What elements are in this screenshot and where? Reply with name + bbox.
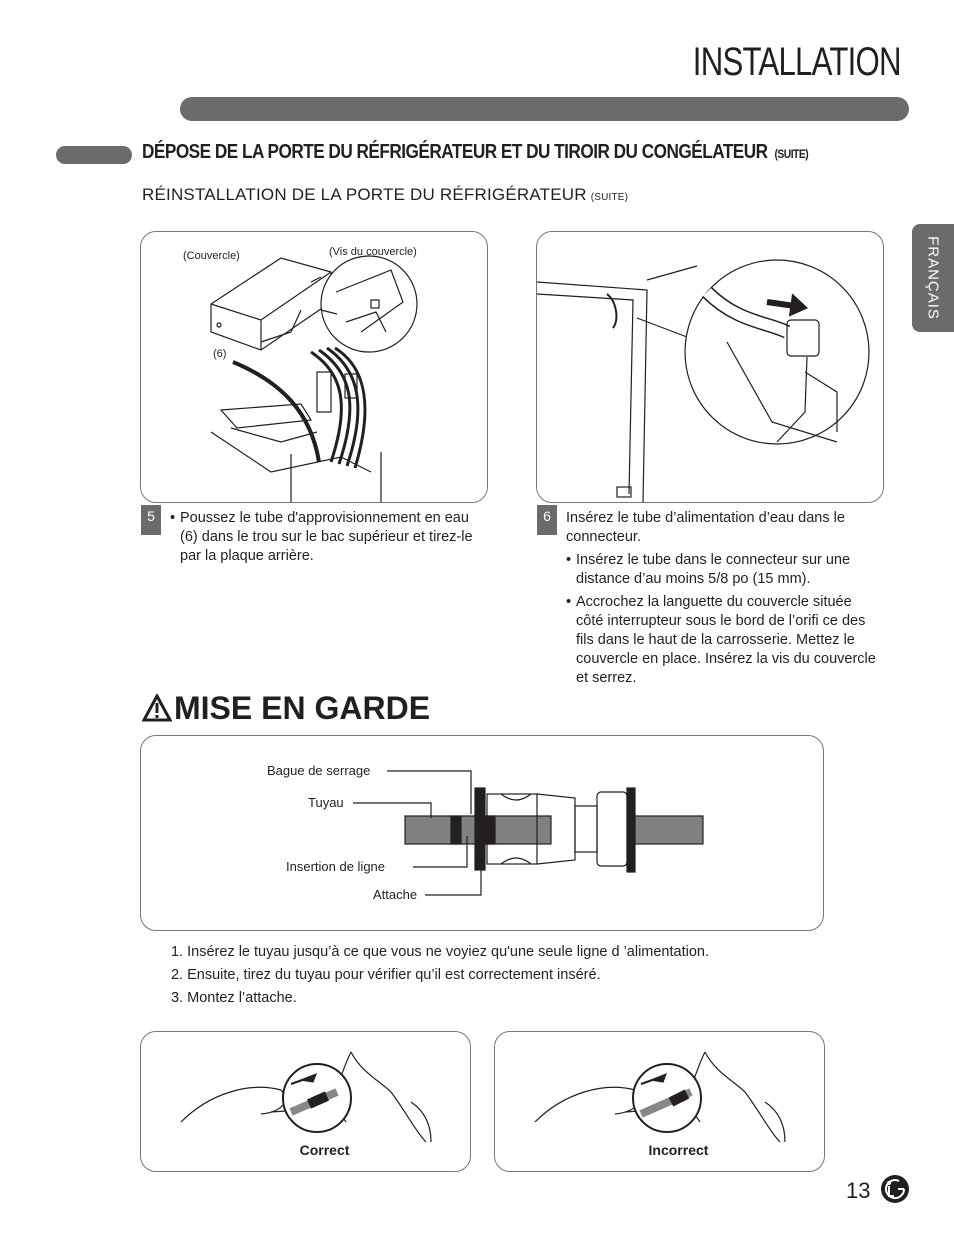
instruction-1: 1. Insérez le tuyau jusqu’à ce que vous ne voyiez qu'une seule ligne d ’alimentation. (171, 944, 710, 960)
cover-illustration (141, 232, 487, 502)
instruction-3: 3. Montez l’attache. (171, 990, 297, 1006)
warning-title (142, 690, 430, 727)
step-5-text (170, 509, 482, 566)
header-bar (180, 97, 909, 121)
page-number: 13 (846, 1178, 871, 1203)
step-6-bullet-2: • Accrochez la languette du couvercle située côté interrupteur sous le bord de l’orifi ce des fils dans le haut de la carrosserie. Mettez le couvercle en place. Insérez la vis du couvercle et serrez. (566, 593, 880, 688)
language-tab (912, 224, 954, 332)
subsection-title-suffix: (SUITE) (590, 192, 629, 203)
instruction-2: 2. Ensuite, tirez du tuyau pour vérifier qu’il est correctement inséré. (171, 967, 601, 983)
figure-cover-panel (140, 231, 488, 503)
correct-panel (140, 1031, 471, 1172)
incorrect-panel (494, 1031, 825, 1172)
warning-icon (142, 694, 172, 722)
section-title (142, 141, 808, 164)
warning-title-text: MISE EN GARDE (174, 690, 431, 726)
label-cover-screw: (Vis du couvercle) (329, 246, 417, 258)
label-line-insertion: Insertion de ligne (286, 859, 386, 874)
fitting-diagram (141, 736, 823, 930)
language-tab-label: FRANÇAIS (924, 236, 942, 320)
label-clip: Attache (373, 887, 418, 902)
subsection-title (142, 185, 628, 205)
label-six: (6) (213, 348, 227, 360)
label-cover: (Couvercle) (183, 250, 240, 262)
step-6-intro: Insérez le tube d’alimentation d’eau dans le connecteur. (566, 510, 845, 545)
lg-logo (880, 1174, 910, 1204)
figure-connector-panel (536, 231, 884, 503)
section-marker (56, 146, 132, 164)
connector-illustration (537, 232, 883, 502)
label-tube: Tuyau (308, 795, 344, 810)
section-title-text: DÉPOSE DE LA PORTE DU RÉFRIGÉRATEUR ET DU TIROIR DU CONGÉLATEUR (142, 141, 768, 163)
step-6-badge: 6 (537, 505, 557, 535)
section-title-suffix: (SUITE) (774, 147, 809, 161)
step-6-text (566, 509, 880, 688)
page-header-title: INSTALLATION (692, 40, 901, 84)
step-5-bullet: • Poussez le tube d'approvisionnement en eau (6) dans le trou sur le bac supérieur et tirez-le par la plaque arrière. (170, 509, 482, 566)
subsection-title-text: RÉINSTALLATION DE LA PORTE DU RÉFRIGÉRATEUR (142, 185, 587, 204)
caption-correct: Correct (299, 1142, 350, 1158)
caption-incorrect: Incorrect (648, 1142, 709, 1158)
fitting-diagram-panel (140, 735, 824, 931)
label-collet: Bague de serrage (267, 763, 371, 778)
step-5-badge: 5 (141, 505, 161, 535)
step-6-bullet-1: • Insérez le tube dans le connecteur sur une distance d’au moins 5/8 po (15 mm). (566, 551, 880, 589)
